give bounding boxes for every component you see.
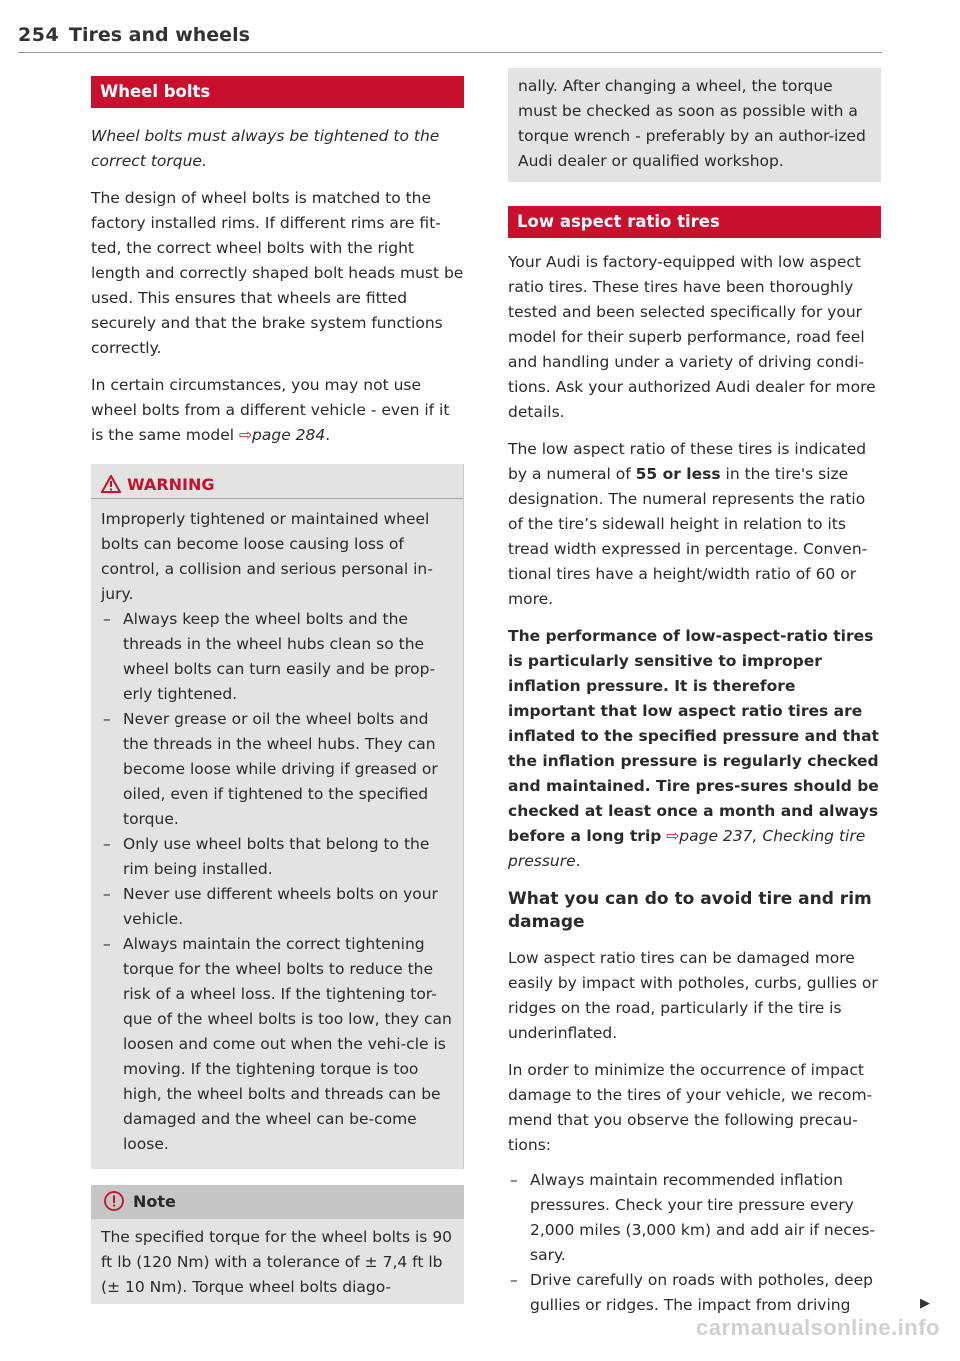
list-item: – Always keep the wheel bolts and the threads in the wheel hubs clean so the wheel bolts can turn easily and be prop-erly tightened. — [101, 607, 453, 707]
wheel-bolts-paragraph-2: In certain circumstances, you may not use wheel bolts from a different vehicle - even if it is the same model ⇨page 284. — [91, 376, 450, 444]
warning-triangle-icon — [101, 475, 121, 493]
header-divider — [18, 52, 882, 53]
page-reference-link[interactable]: ⇨page 237, Checking tire pressure — [508, 827, 866, 870]
note-box — [91, 1185, 464, 1304]
page-reference-link[interactable]: ⇨page 284 — [239, 426, 326, 444]
damage-paragraph-1: Low aspect ratio tires can be damaged more easily by impact with potholes, curbs, gullies or ridges on the road, particularly if the tire is underinflated. — [508, 949, 878, 1042]
arrow-right-icon: ⇨ — [666, 827, 680, 845]
warning-list — [101, 607, 453, 1157]
damage-subheading: What you can do to avoid tire and rim damage — [508, 889, 872, 932]
damage-paragraph-2: In order to minimize the occurrence of impact damage to the tires of your vehicle, we recom-mend that you observe the following precau-tions: — [508, 1061, 873, 1154]
info-circle-icon — [103, 1190, 125, 1212]
low-aspect-paragraph-3: The performance of low-aspect-ratio tires is particularly sensitive to improper inflation pressure. It is therefore important that low aspect ratio tires are inflated to the specified pressure and that the inflation pressure is regularly checked and maintained. Tire pres-sures should be checked at least once a month and always before a long trip ⇨page 237, Checking tire pressure. — [508, 627, 879, 870]
page-header — [0, 24, 960, 54]
section-title: Tires and wheels — [69, 24, 250, 46]
list-item: – Never grease or oil the wheel bolts and the threads in the wheel hubs. They can become loose while driving if greased or oiled, even if tightened to the specified torque. — [101, 707, 453, 832]
warning-title: WARNING — [91, 472, 463, 499]
low-aspect-paragraph-1: Your Audi is factory-equipped with low aspect ratio tires. These tires have been thoroughly tested and been selected specifically for your model for their superb performance, road feel and handling under a variety of driving condi-tions. Ask your authorized Audi dealer for more details. — [508, 253, 876, 421]
warning-intro: Improperly tightened or maintained wheel bolts can become loose causing loss of control, a collision and serious personal in-jury. — [101, 510, 433, 603]
wheel-bolts-paragraph-1: The design of wheel bolts is matched to the factory installed rims. If different rims are fit-ted, the correct wheel bolts with the right length and correctly shaped bolt heads must be used. This ensures that wheels are fitted securely and that the brake system functions correctly. — [91, 189, 464, 357]
note-continued-text: nally. After changing a wheel, the torque must be checked as soon as possible with a torque wrench - preferably by an author-ized Audi dealer or qualified workshop. — [518, 77, 866, 170]
note-continued-box — [508, 68, 881, 182]
list-item: – Drive carefully on roads with potholes, deep gullies or ridges. The impact from driving — [508, 1268, 881, 1318]
wheel-bolts-lead: Wheel bolts must always be tightened to the correct torque. — [91, 127, 440, 170]
list-item: – Always maintain the correct tightening torque for the wheel bolts to reduce the risk of a wheel loss. If the tightening tor-que of the wheel bolts is too low, they can loosen and come out when the vehi-cle is moving. If the tightening torque is too high, the wheel bolts and threads can be damaged and the wheel can be-come loose. — [101, 932, 453, 1157]
note-text: The specified torque for the wheel bolts is 90 ft lb (120 Nm) with a tolerance of ± 7,4 ft lb (± 10 Nm). Torque wheel bolts diago- — [101, 1228, 453, 1296]
list-item: – Always maintain recommended inflation pressures. Check your tire pressure every 2,000 miles (3,000 km) and add air if neces-sary. — [508, 1168, 881, 1268]
low-aspect-paragraph-2: The low aspect ratio of these tires is indicated by a numeral of 55 or less in the tire's size designation. The numeral represents the ratio of the tire’s sidewall height in relation to its tread width expressed in percentage. Conven-tional tires have a height/width ratio of 60 or more. — [508, 440, 868, 608]
continue-arrow-icon: ▶ — [920, 1296, 930, 1311]
wheel-bolts-heading: Wheel bolts — [91, 76, 464, 108]
watermark: carmanualsonline.info — [696, 1315, 940, 1340]
page-number: 254 — [18, 24, 60, 46]
list-item: – Never use different wheels bolts on your vehicle. — [101, 882, 453, 932]
damage-list — [508, 1168, 881, 1318]
right-column — [508, 74, 881, 1318]
low-aspect-heading: Low aspect ratio tires — [508, 206, 881, 238]
note-title: Note — [91, 1185, 464, 1219]
list-item: – Only use wheel bolts that belong to the rim being installed. — [101, 832, 453, 882]
arrow-right-icon: ⇨ — [239, 426, 253, 444]
left-column — [91, 76, 464, 1304]
warning-box — [91, 464, 464, 1169]
